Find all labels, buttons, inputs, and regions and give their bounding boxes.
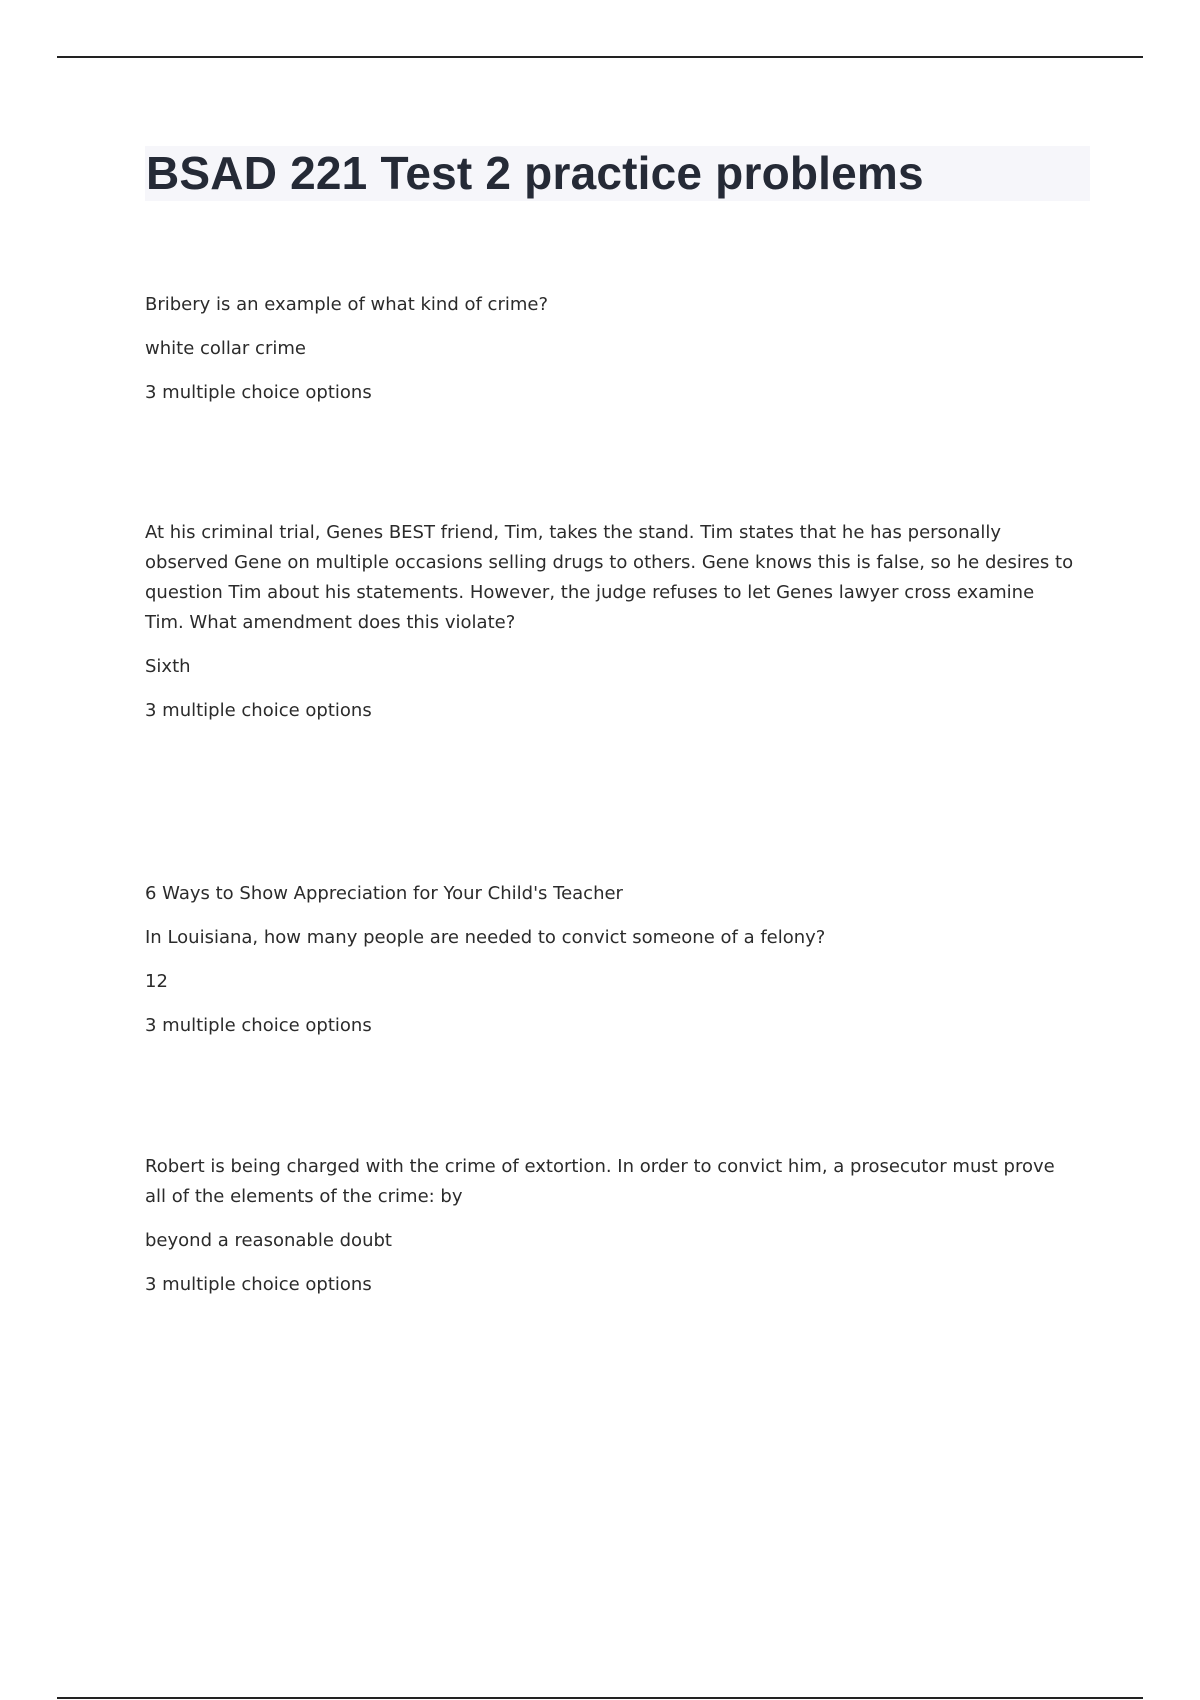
options-note: 3 multiple choice options: [145, 382, 372, 403]
question-text: Bribery is an example of what kind of crime?: [145, 294, 549, 315]
options-note: 3 multiple choice options: [145, 1274, 372, 1295]
page-title: BSAD 221 Test 2 practice problems: [146, 147, 924, 199]
question-text: Robert is being charged with the crime of extortion. In order to convict him, a prosecutor must prove all of the elements of the crime: by: [145, 1156, 1055, 1207]
answer-text: white collar crime: [145, 338, 306, 359]
answer-text: 12: [145, 971, 168, 992]
question-block-3: [145, 879, 1075, 1041]
options-note: 3 multiple choice options: [145, 1015, 372, 1036]
question-block-1: [145, 290, 1075, 408]
top-rule: [57, 56, 1143, 58]
question-text: In Louisiana, how many people are needed to convict someone of a felony?: [145, 927, 826, 948]
options-note: 3 multiple choice options: [145, 700, 372, 721]
question-text: At his criminal trial, Genes BEST friend, Tim, takes the stand. Tim states that he has personally observed Gene on multiple occasions selling drugs to others. Gene knows this is false, so he desires to question Tim about his statements. However, the judge refuses to let Genes lawyer cross examine Tim. What amendment does this violate?: [145, 522, 1074, 633]
bottom-rule: [57, 1697, 1143, 1699]
ad-link-text: 6 Ways to Show Appreciation for Your Child's Teacher: [145, 883, 623, 904]
question-block-2: [145, 518, 1075, 726]
answer-text: Sixth: [145, 656, 191, 677]
question-block-4: [145, 1152, 1075, 1300]
answer-text: beyond a reasonable doubt: [145, 1230, 392, 1251]
